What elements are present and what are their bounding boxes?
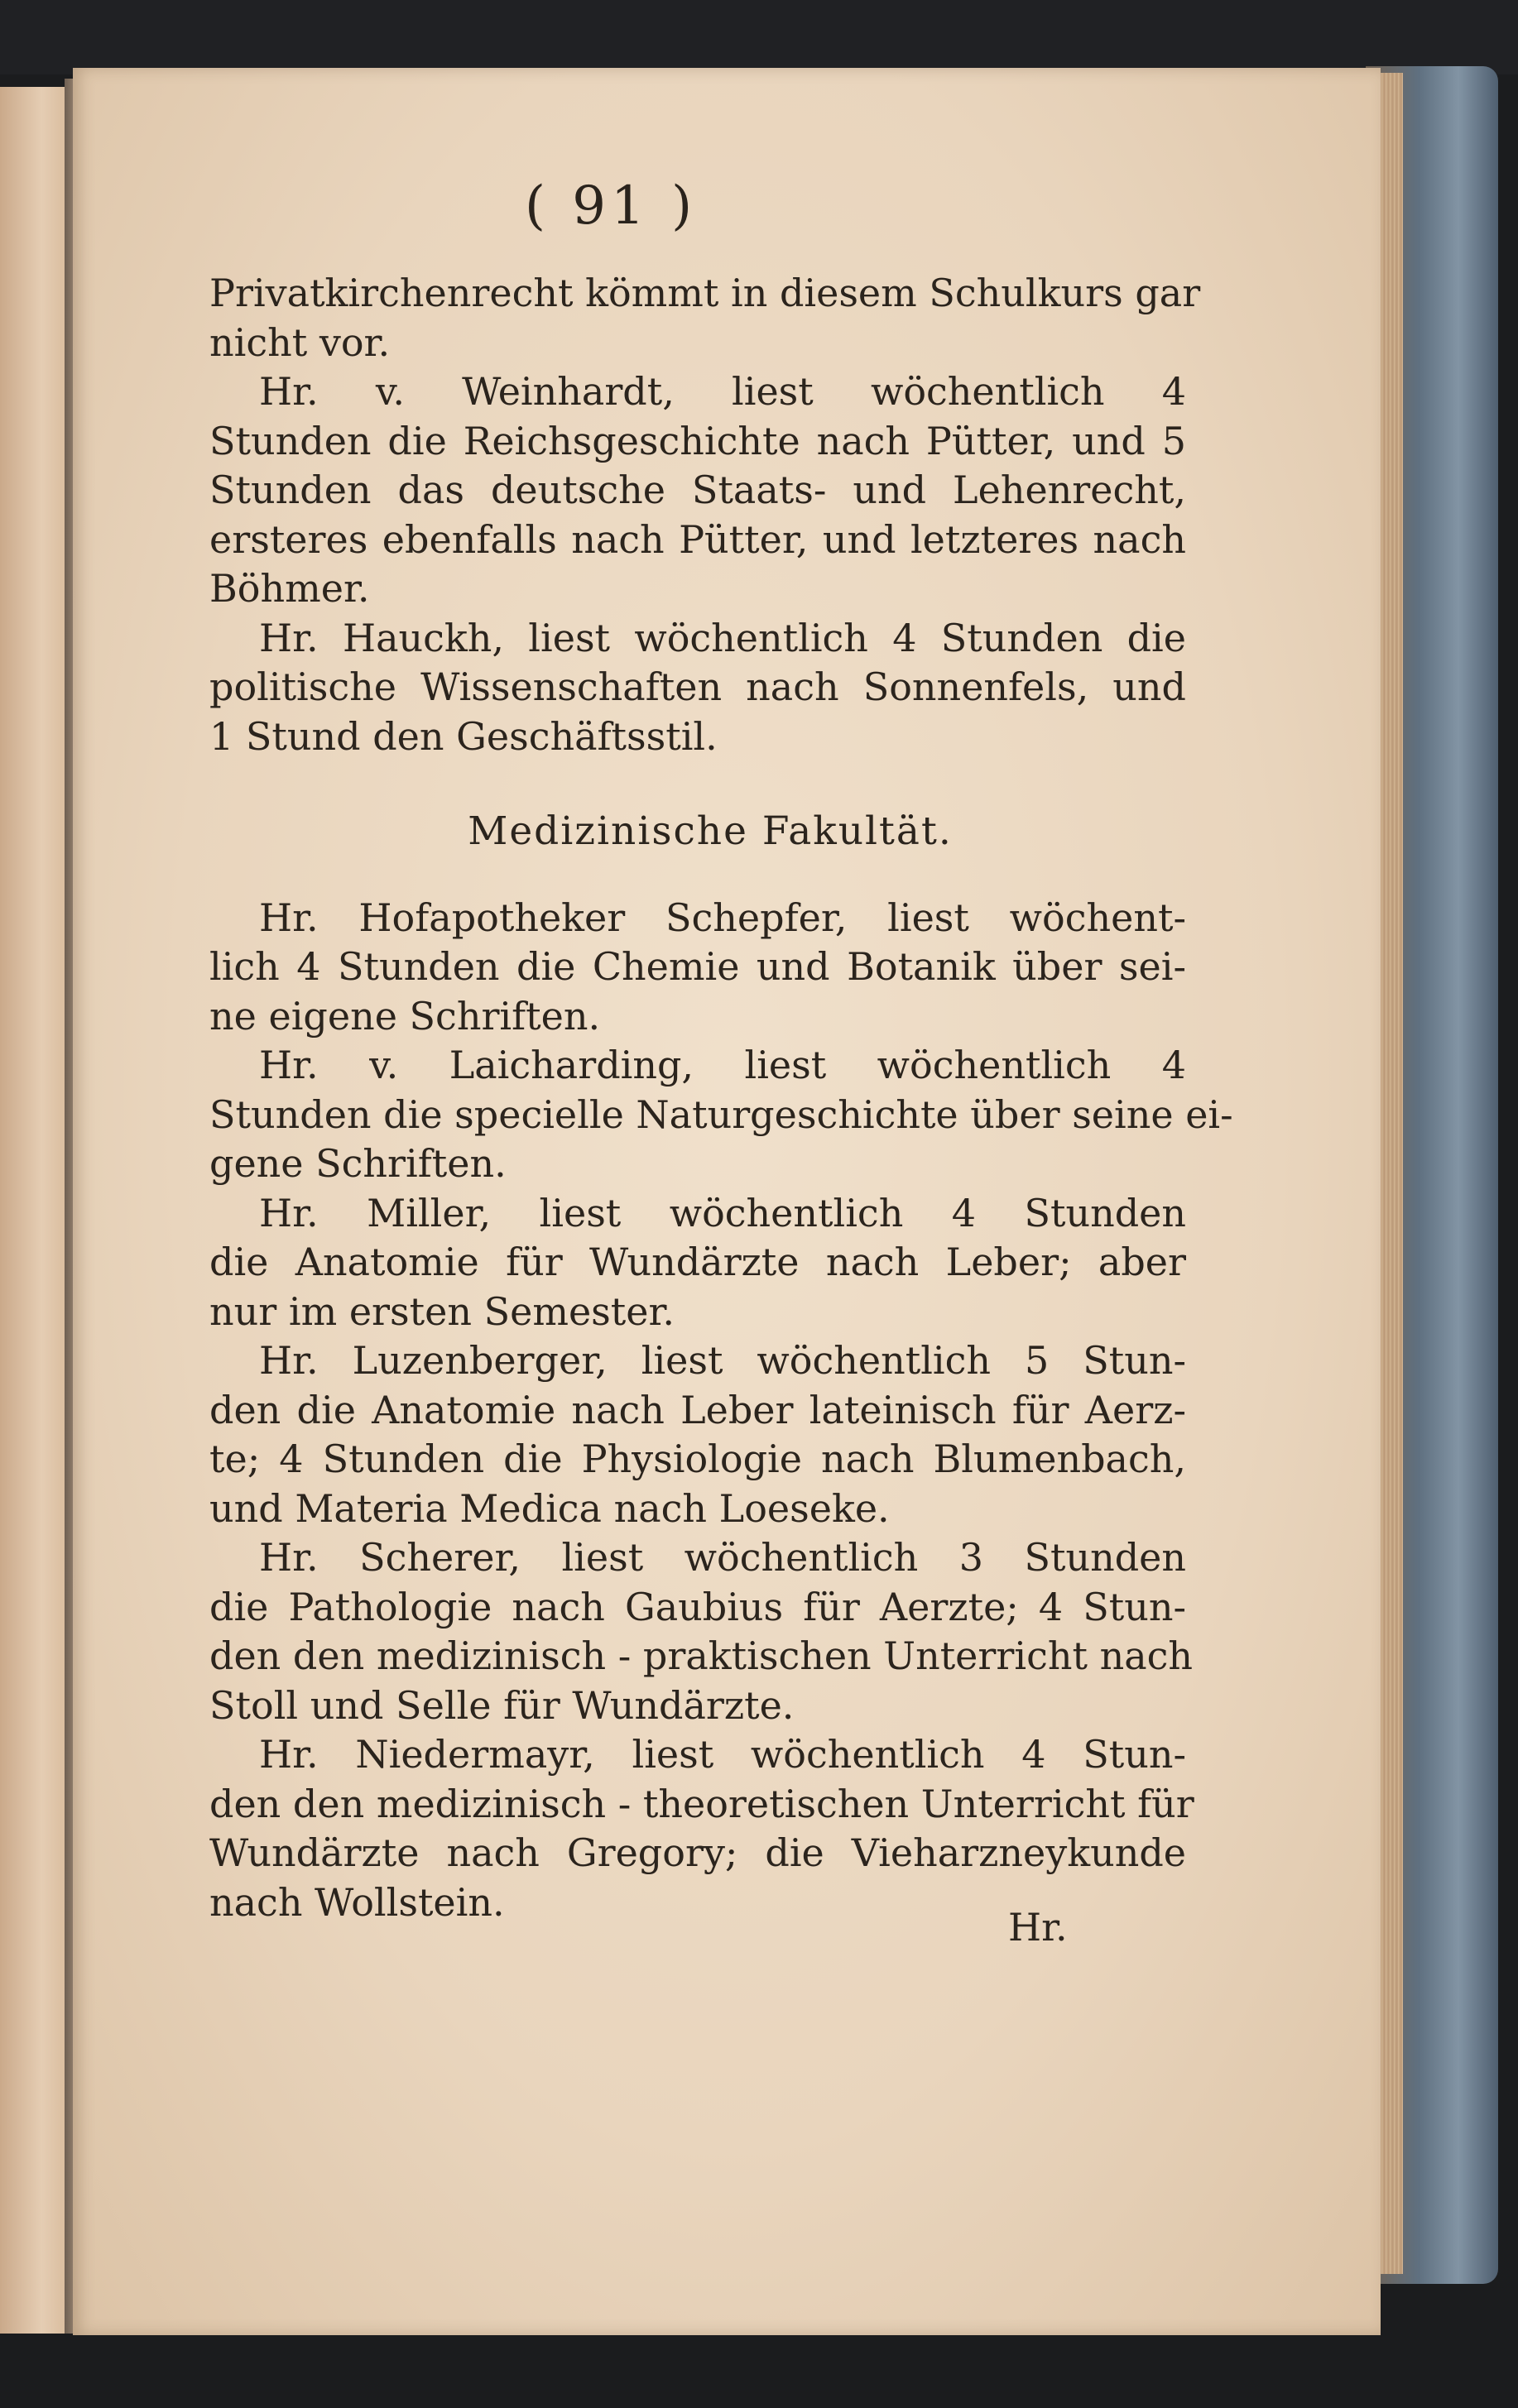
text-line: ersteres ebenfalls nach Pütter, und letzteres nach <box>209 516 1186 562</box>
scan-background <box>0 0 1518 74</box>
text-line: den den medizinisch - praktischen Unterricht nach <box>209 1633 1194 1678</box>
text-line: Hr. Luzenberger, liest wöchentlich 5 Stun- <box>259 1338 1186 1383</box>
text-line: gene Schriften. <box>209 1141 507 1186</box>
text-line: nach Wollstein. <box>209 1879 505 1925</box>
text-line: Hr. v. Weinhardt, liest wöchentlich 4 <box>259 369 1186 414</box>
text-line: Hr. v. Laicharding, liest wöchentlich 4 <box>259 1043 1186 1087</box>
text-line: Hr. Niedermayr, liest wöchentlich 4 Stun- <box>259 1732 1186 1777</box>
text-line: Privatkirchenrecht kömmt in diesem Schulkurs gar <box>209 271 1201 315</box>
book-page <box>73 68 1381 2335</box>
text-line: den den medizinisch - theoretischen Unterricht für <box>209 1781 1194 1826</box>
page-text <box>209 269 1233 1927</box>
text-line: den die Anatomie nach Leber lateinisch für Aerz- <box>209 1387 1186 1432</box>
text-line: Hr. Scherer, liest wöchentlich 3 Stunden <box>259 1535 1186 1580</box>
catchword: Hr. <box>1008 1905 1068 1950</box>
text-line: Stunden die Reichsgeschichte nach Pütter, und 5 <box>209 418 1186 463</box>
previous-page-edge <box>0 87 70 2334</box>
text-line: te; 4 Stunden die Physiologie nach Blumenbach, <box>209 1437 1186 1481</box>
text-line: Stoll und Selle für Wundärzte. <box>209 1682 795 1728</box>
text-line: nur im ersten Semester. <box>209 1288 675 1334</box>
text-line: politische Wissenschaften nach Sonnenfels, und <box>209 664 1186 709</box>
text-line: Hr. Hauckh, liest wöchentlich 4 Stunden die <box>259 615 1186 660</box>
text-line: Stunden das deutsche Staats- und Lehenrecht, <box>209 468 1186 512</box>
text-line: nicht vor. <box>209 319 391 365</box>
page-number: ( 91 ) <box>524 175 698 237</box>
text-line: Wundärzte nach Gregory; die Vieharzneykunde <box>209 1830 1186 1875</box>
text-line: die Pathologie nach Gaubius für Aerzte; 4 Stun- <box>209 1584 1186 1629</box>
text-line: Stunden die specielle Naturgeschichte über seine ei- <box>209 1091 1233 1137</box>
text-line: Hr. Miller, liest wöchentlich 4 Stunden <box>259 1190 1186 1235</box>
text-line: lich 4 Stunden die Chemie und Botanik über sei- <box>209 944 1186 989</box>
text-line: Böhmer. <box>209 566 370 611</box>
text-line: 1 Stund den Geschäftsstil. <box>209 713 718 759</box>
text-line: ne eigene Schriften. <box>209 993 601 1039</box>
text-line: Hr. Hofapotheker Schepfer, liest wöchent- <box>259 895 1186 940</box>
text-line: und Materia Medica nach Loeseke. <box>209 1485 890 1531</box>
text-line: die Anatomie für Wundärzte nach Leber; aber <box>209 1240 1186 1284</box>
section-heading: Medizinische Fakultät. <box>468 808 953 854</box>
